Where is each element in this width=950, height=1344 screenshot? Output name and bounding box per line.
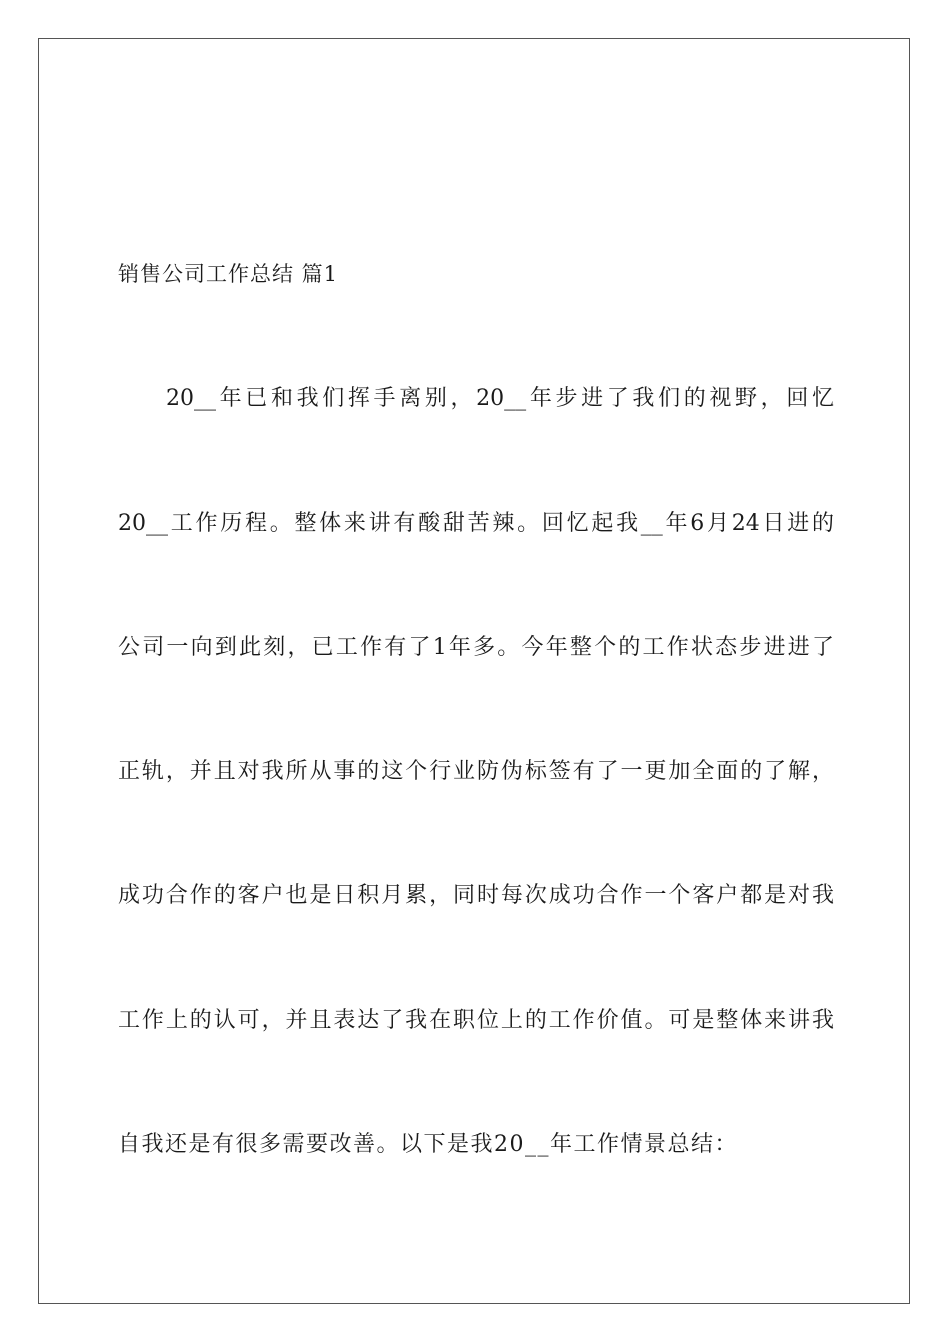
page-border <box>38 38 910 1304</box>
paragraph-line-2: 20__工作历程。整体来讲有酸甜苦辣。回忆起我__年6月24日进的 <box>118 511 834 536</box>
paragraph-line-4: 正轨，并且对我所从事的这个行业防伪标签有了一更加全面的了解， <box>118 759 834 784</box>
document-title: 销售公司工作总结 篇1 <box>118 262 339 286</box>
paragraph-line-6: 工作上的认可，并且表达了我在职位上的工作价值。可是整体来讲我 <box>118 1008 834 1033</box>
paragraph-line-1: 20__年已和我们挥手离别，20__年步进了我们的视野，回忆 <box>166 386 834 411</box>
paragraph-line-7: 自我还是有很多需要改善。以下是我20__年工作情景总结： <box>118 1132 738 1157</box>
paragraph-line-3: 公司一向到此刻，已工作有了1年多。今年整个的工作状态步进进了 <box>118 635 834 660</box>
paragraph-line-5: 成功合作的客户也是日积月累，同时每次成功合作一个客户都是对我 <box>118 883 834 908</box>
